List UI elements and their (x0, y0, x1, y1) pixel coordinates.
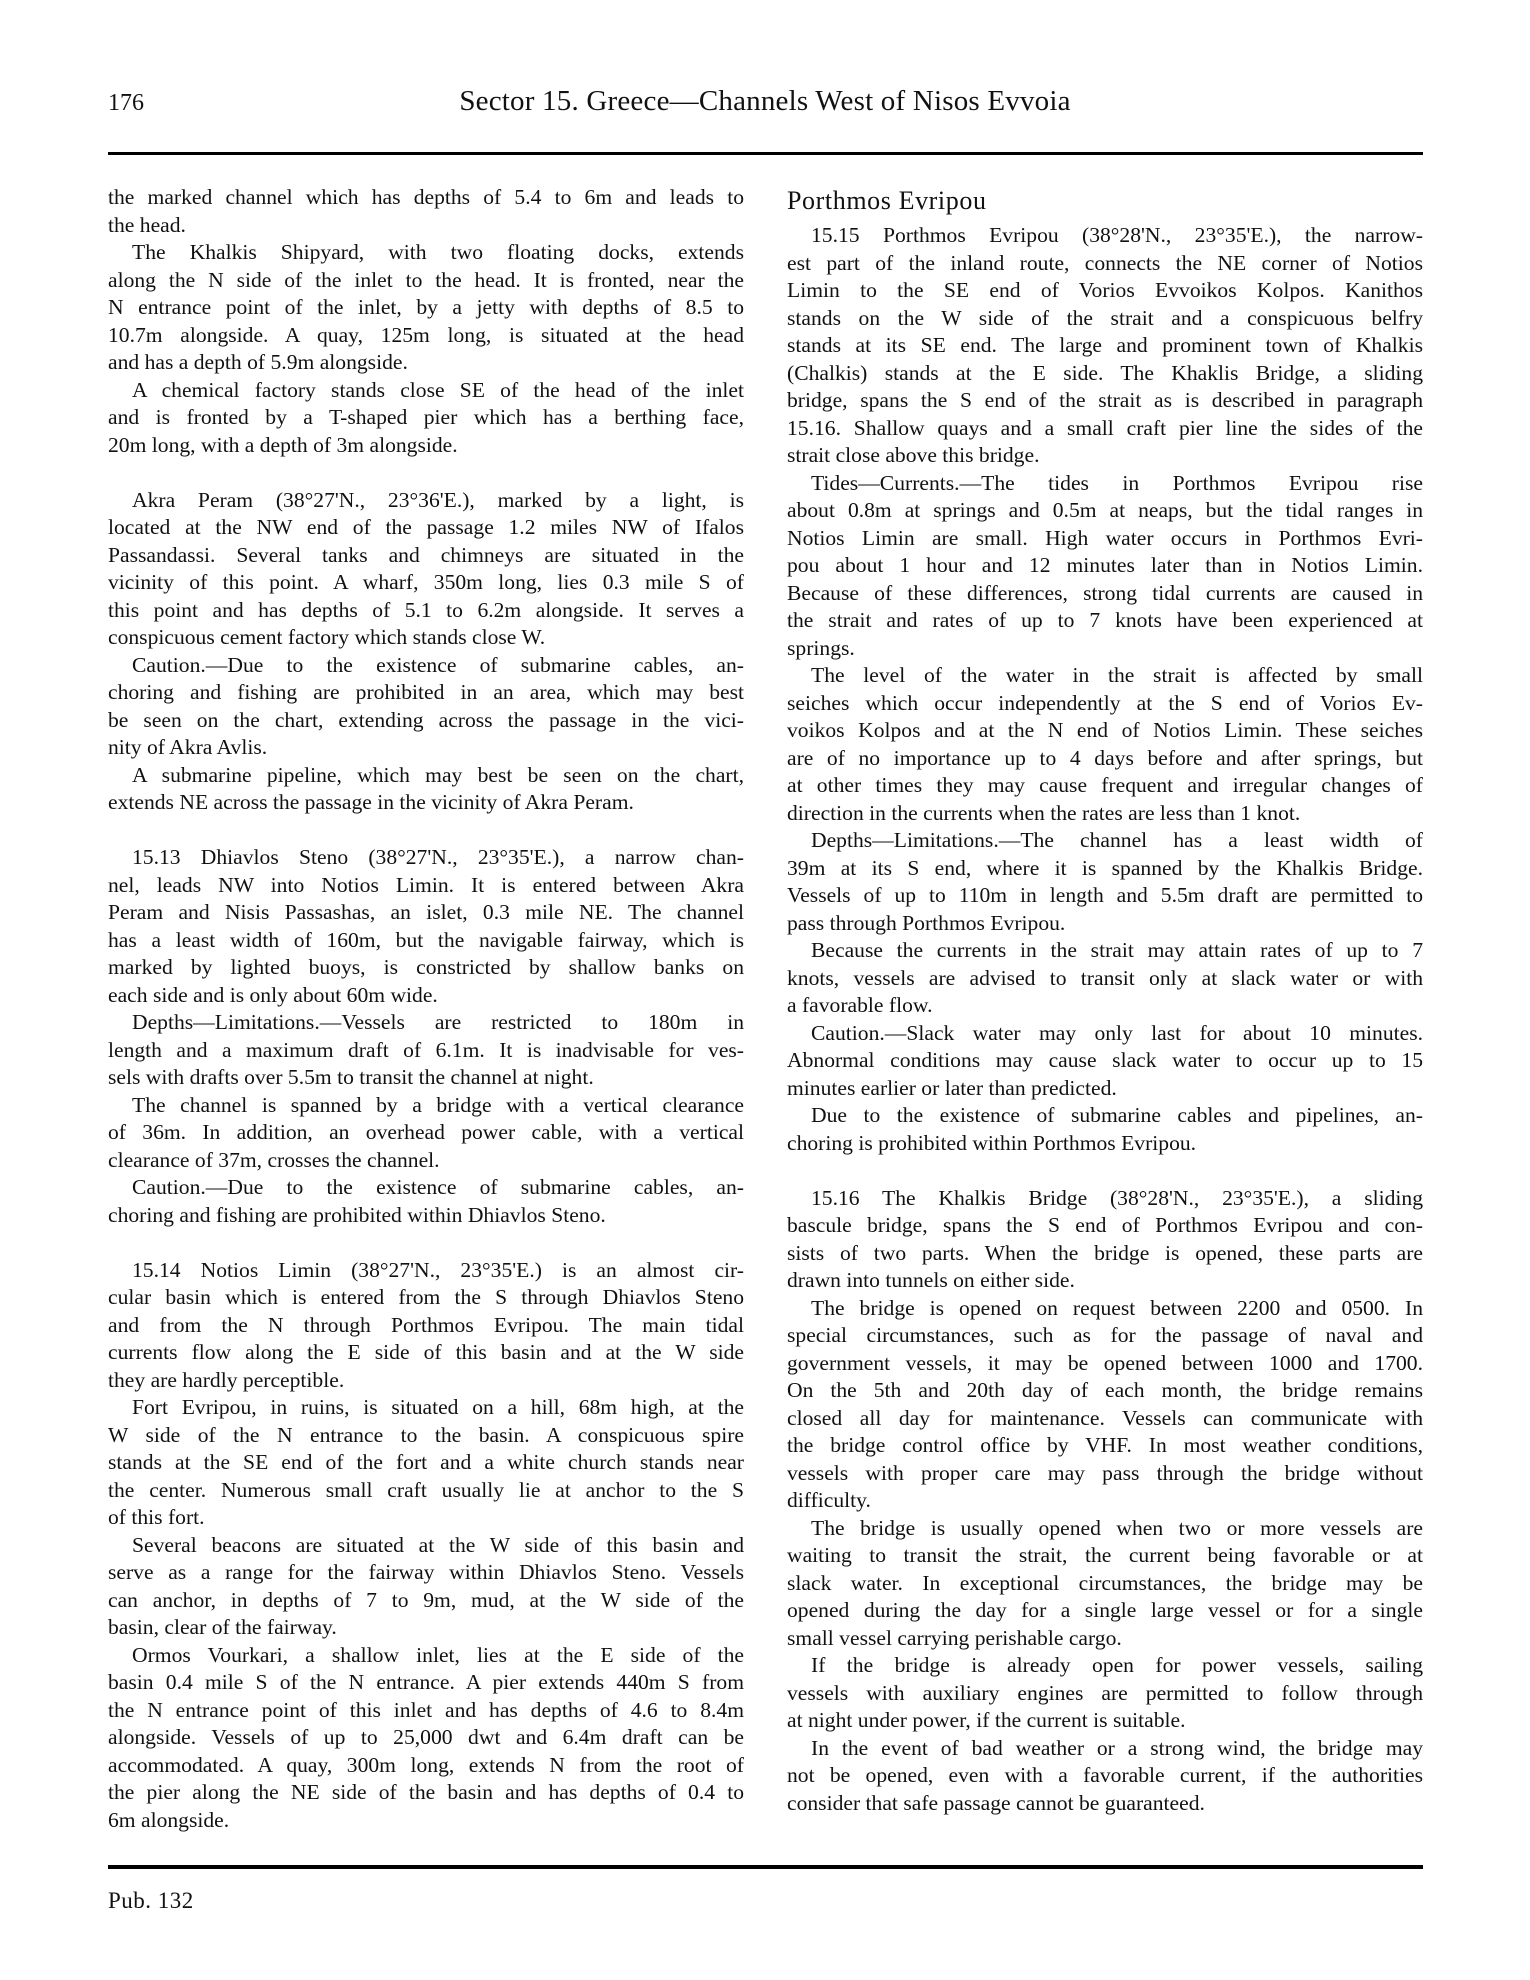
text-line: 15.16. Shallow quays and a small craft pier line the sides of the (787, 415, 1423, 440)
paragraph (108, 1642, 744, 1835)
paragraph (787, 937, 1423, 1020)
right-column (787, 184, 1423, 1817)
text-line: basin 0.4 mile S of the N entrance. A pier extends 440m S from (108, 1670, 744, 1694)
text-line: Caution.—Due to the existence of submarine cables, an- (132, 652, 744, 677)
text-line: nel, leads NW into Notios Limin. It is entered between Akra (108, 872, 744, 897)
text-line: sels with drafts over 5.5m to transit the channel at night. (108, 1065, 594, 1089)
text-line: 15.15 Porthmos Evripou (38°28'N., 23°35'E.), the narrow- (811, 223, 1423, 247)
text-line: pou about 1 hour and 12 minutes later than in Notios Limin. (787, 553, 1423, 577)
text-line: nity of Akra Avlis. (108, 735, 268, 759)
left-column (108, 184, 744, 1834)
text-line: direction in the currents when the rates are less than 1 knot. (787, 800, 1301, 825)
text-line: knots, vessels are advised to transit only at slack water or with (787, 965, 1423, 990)
text-line: choring and fishing are prohibited in an area, which may best (108, 680, 744, 704)
text-line: bascule bridge, spans the S end of Porthmos Evripou and con- (787, 1213, 1423, 1237)
text-line: stands on the W side of the strait and a conspicuous belfry (787, 305, 1423, 330)
text-line: 15.16 The Khalkis Bridge (38°28'N., 23°35'E.), a sliding (811, 1185, 1423, 1210)
text-line: cular basin which is entered from the S through Dhiavlos Steno (108, 1285, 744, 1309)
paragraph (787, 1515, 1423, 1653)
paragraph-gap (108, 459, 744, 487)
text-line: vessels with proper care may pass through the bridge without (787, 1460, 1423, 1485)
text-line: the N entrance point of this inlet and has depths of 4.6 to 8.4m (108, 1697, 744, 1722)
text-line: minutes earlier or later than predicted. (787, 1075, 1117, 1100)
text-line: difficulty. (787, 1488, 871, 1512)
text-line: Ormos Vourkari, a shallow inlet, lies at the E side of the (132, 1642, 744, 1667)
text-line: sists of two parts. When the bridge is opened, these parts are (787, 1240, 1423, 1265)
text-line: closed all day for maintenance. Vessels can communicate with (787, 1405, 1423, 1430)
paragraph (787, 1185, 1423, 1295)
text-line: The Khalkis Shipyard, with two floating docks, extends (132, 240, 744, 264)
text-line: springs. (787, 635, 855, 660)
paragraph (108, 1009, 744, 1092)
paragraph (108, 377, 744, 460)
text-line: The bridge is opened on request between 2200 and 0500. In (811, 1295, 1423, 1320)
text-line: drawn into tunnels on either side. (787, 1268, 1075, 1292)
text-line: pass through Porthmos Evripou. (787, 910, 1066, 935)
text-line: at night under power, if the current is suitable. (787, 1708, 1186, 1732)
text-line: about 0.8m at springs and 0.5m at neaps, but the tidal ranges in (787, 498, 1423, 522)
text-line: of this fort. (108, 1505, 205, 1529)
text-line: government vessels, it may be opened between 1000 and 1700. (787, 1350, 1423, 1375)
text-line: clearance of 37m, crosses the channel. (108, 1147, 440, 1172)
paragraph (108, 1174, 744, 1229)
text-line: the marked channel which has depths of 5.4 to 6m and leads to (108, 185, 744, 209)
text-line: stands at the SE end of the fort and a white church stands near (108, 1450, 744, 1474)
paragraph-gap (108, 817, 744, 845)
text-line: has a least width of 160m, but the navigable fairway, which is (108, 927, 744, 952)
paragraph (108, 239, 744, 377)
text-line: basin, clear of the fairway. (108, 1615, 337, 1639)
text-line: accommodated. A quay, 300m long, extends N from the root of (108, 1752, 744, 1777)
text-line: On the 5th and 20th day of each month, the bridge remains (787, 1378, 1423, 1402)
paragraph (108, 1394, 744, 1532)
text-line: If the bridge is already open for power vessels, sailing (811, 1653, 1423, 1677)
text-line: The bridge is usually opened when two or more vessels are (811, 1515, 1423, 1540)
text-line: Tides—Currents.—The tides in Porthmos Evripou rise (811, 470, 1423, 495)
paragraph (108, 844, 744, 1009)
text-line: (Chalkis) stands at the E side. The Khaklis Bridge, a sliding (787, 360, 1423, 385)
text-line: and from the N through Porthmos Evripou. The main tidal (108, 1312, 744, 1337)
text-line: 20m long, with a depth of 3m alongside. (108, 432, 458, 457)
text-line: choring and fishing are prohibited within Dhiavlos Steno. (108, 1202, 606, 1227)
text-line: N entrance point of the inlet, by a jetty with depths of 8.5 to (108, 295, 744, 319)
text-line: a favorable flow. (787, 993, 933, 1017)
text-line: the head. (108, 212, 186, 237)
text-line: Because the currents in the strait may attain rates of up to 7 (811, 938, 1423, 962)
section-heading: Porthmos Evripou (787, 186, 987, 215)
paragraph (787, 222, 1423, 470)
text-line: Several beacons are situated at the W side of this basin and (132, 1532, 744, 1557)
text-line: choring is prohibited within Porthmos Evripou. (787, 1130, 1197, 1155)
text-line: A chemical factory stands close SE of the head of the inlet (132, 377, 744, 402)
paragraph (787, 1295, 1423, 1515)
text-line: Caution.—Due to the existence of submarine cables, an- (132, 1175, 744, 1199)
text-line: bridge, spans the S end of the strait as is described in paragraph (787, 388, 1423, 412)
paragraph (787, 1102, 1423, 1157)
text-line: of 36m. In addition, an overhead power cable, with a vertical (108, 1120, 744, 1144)
right-column-body (787, 222, 1423, 1817)
text-line: marked by lighted buoys, is constricted by shallow banks on (108, 955, 744, 979)
text-line: The level of the water in the strait is affected by small (811, 663, 1423, 687)
text-line: can anchor, in depths of 7 to 9m, mud, at the W side of the (108, 1587, 744, 1612)
text-line: the bridge control office by VHF. In most weather conditions, (787, 1433, 1423, 1457)
text-line: Due to the existence of submarine cables and pipelines, an- (811, 1103, 1423, 1127)
text-line: the center. Numerous small craft usually lie at anchor to the S (108, 1477, 744, 1502)
text-line: 10.7m alongside. A quay, 125m long, is situated at the head (108, 322, 744, 347)
text-line: small vessel carrying perishable cargo. (787, 1625, 1122, 1650)
text-line: voikos Kolpos and at the N end of Notios Limin. These seiches (787, 718, 1423, 742)
paragraph (787, 470, 1423, 663)
text-line: consider that safe passage cannot be guaranteed. (787, 1790, 1205, 1815)
text-line: 39m at its S end, where it is spanned by the Khalkis Bridge. (787, 855, 1423, 880)
text-line: The channel is spanned by a bridge with a vertical clearance (132, 1092, 744, 1117)
running-title: Sector 15. Greece—Channels West of Nisos Evvoia (459, 85, 1071, 117)
paragraph (787, 1652, 1423, 1735)
paragraph (787, 662, 1423, 827)
text-line: Caution.—Slack water may only last for about 10 minutes. (811, 1020, 1423, 1045)
text-line: 6m alongside. (108, 1807, 230, 1832)
text-line: be seen on the chart, extending across the passage in the vici- (108, 707, 744, 732)
paragraph (108, 184, 744, 239)
text-line: alongside. Vessels of up to 25,000 dwt and 6.4m draft can be (108, 1725, 744, 1749)
text-line: Vessels of up to 110m in length and 5.5m draft are permitted to (787, 883, 1423, 907)
paragraph (108, 1092, 744, 1175)
paragraph (108, 1257, 744, 1395)
text-line: stands at its SE end. The large and prominent town of Khalkis (787, 333, 1423, 357)
text-line: along the N side of the inlet to the head. It is fronted, near the (108, 267, 744, 292)
text-line: seiches which occur independently at the S end of Vorios Ev- (787, 690, 1423, 715)
text-line: not be opened, even with a favorable current, if the authorities (787, 1763, 1423, 1787)
paragraph (108, 652, 744, 762)
text-line: Limin to the SE end of Vorios Evvoikos Kolpos. Kanithos (787, 278, 1423, 302)
text-line: Depths—Limitations.—Vessels are restricted to 180m in (132, 1010, 744, 1034)
text-line: conspicuous cement factory which stands close W. (108, 625, 546, 649)
paragraph-gap (787, 1157, 1423, 1185)
page-number: 176 (108, 90, 144, 116)
header-rule (108, 152, 1423, 155)
text-line: Peram and Nisis Passashas, an islet, 0.3 mile NE. The channel (108, 900, 744, 924)
text-line: special circumstances, such as for the passage of naval and (787, 1323, 1423, 1347)
text-line: they are hardly perceptible. (108, 1367, 345, 1392)
text-line: serve as a range for the fairway within Dhiavlos Steno. Vessels (108, 1560, 744, 1584)
text-line: 15.13 Dhiavlos Steno (38°27'N., 23°35'E.), a narrow chan- (132, 845, 744, 869)
text-line: Passandassi. Several tanks and chimneys are situated in the (108, 542, 744, 567)
text-line: located at the NW end of the passage 1.2 miles NW of Ifalos (108, 515, 744, 539)
text-line: and has a depth of 5.9m alongside. (108, 350, 408, 374)
text-line: extends NE across the passage in the vicinity of Akra Peram. (108, 790, 634, 814)
text-line: slack water. In exceptional circumstances, the bridge may be (787, 1570, 1423, 1595)
text-line: are of no importance up to 4 days before and after springs, but (787, 745, 1423, 770)
paragraph (787, 827, 1423, 937)
publication-footer: Pub. 132 (108, 1888, 194, 1913)
paragraph (108, 762, 744, 817)
text-line: strait close above this bridge. (787, 443, 1040, 467)
text-line: Notios Limin are small. High water occurs in Porthmos Evri- (787, 525, 1423, 550)
text-line: Abnormal conditions may cause slack water to occur up to 15 (787, 1048, 1423, 1072)
text-line: W side of the N entrance to the basin. A conspicuous spire (108, 1422, 744, 1447)
text-line: 15.14 Notios Limin (38°27'N., 23°35'E.) is an almost cir- (132, 1257, 744, 1282)
text-line: A submarine pipeline, which may best be seen on the chart, (132, 762, 744, 787)
paragraph (108, 1532, 744, 1642)
paragraph-gap (108, 1229, 744, 1257)
text-line: opened during the day for a single large vessel or for a single (787, 1598, 1423, 1622)
text-line: Fort Evripou, in ruins, is situated on a hill, 68m high, at the (132, 1395, 744, 1419)
footer-rule (108, 1865, 1423, 1869)
text-line: waiting to transit the strait, the current being favorable or at (787, 1543, 1423, 1567)
text-line: Because of these differences, strong tidal currents are caused in (787, 580, 1423, 605)
text-line: In the event of bad weather or a strong wind, the bridge may (811, 1735, 1423, 1760)
paragraph (787, 1735, 1423, 1818)
text-line: the strait and rates of up to 7 knots have been experienced at (787, 608, 1423, 632)
text-line: vicinity of this point. A wharf, 350m long, lies 0.3 mile S of (108, 570, 744, 594)
text-line: and is fronted by a T-shaped pier which has a berthing face, (108, 405, 744, 429)
paragraph (108, 487, 744, 652)
text-line: each side and is only about 60m wide. (108, 982, 438, 1007)
text-line: the pier along the NE side of the basin and has depths of 0.4 to (108, 1780, 744, 1804)
text-line: vessels with auxiliary engines are permitted to follow through (787, 1680, 1423, 1705)
text-line: Depths—Limitations.—The channel has a least width of (811, 828, 1423, 852)
text-line: this point and has depths of 5.1 to 6.2m alongside. It serves a (108, 597, 744, 622)
text-line: currents flow along the E side of this basin and at the W side (108, 1340, 744, 1364)
text-line: est part of the inland route, connects the NE corner of Notios (787, 250, 1423, 275)
text-line: length and a maximum draft of 6.1m. It is inadvisable for ves- (108, 1037, 744, 1062)
text-line: at other times they may cause frequent and irregular changes of (787, 773, 1423, 797)
paragraph (787, 1020, 1423, 1103)
text-line: Akra Peram (38°27'N., 23°36'E.), marked by a light, is (132, 487, 744, 512)
